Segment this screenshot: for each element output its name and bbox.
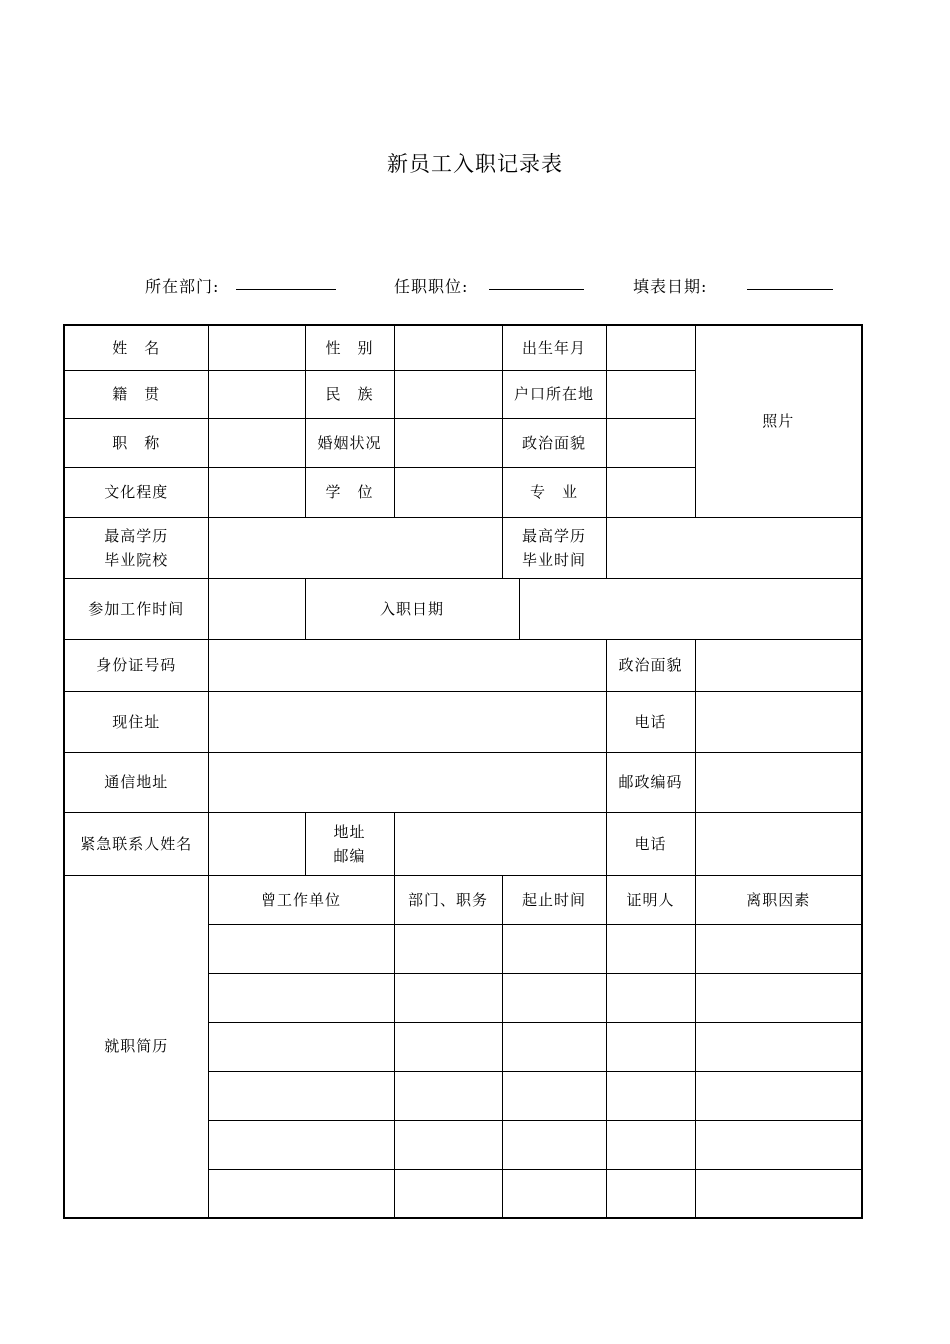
title-rank-label: 职 称 — [64, 418, 208, 467]
mail-address-label: 通信地址 — [64, 752, 208, 812]
entry-date-label: 入职日期 — [305, 578, 519, 639]
entry-record-table — [63, 324, 863, 1219]
political2-label: 政治面貌 — [606, 639, 695, 691]
history-company-cell[interactable] — [208, 1120, 394, 1169]
current-address-label: 现住址 — [64, 691, 208, 752]
fill-date-label: 填表日期: — [633, 277, 708, 296]
history-dept-cell[interactable] — [394, 924, 502, 973]
current-address-field[interactable] — [208, 691, 606, 752]
political-label: 政治面貌 — [502, 418, 606, 467]
major-label: 专 业 — [502, 467, 606, 517]
history-witness-cell[interactable] — [606, 924, 695, 973]
history-dept-cell[interactable] — [394, 1120, 502, 1169]
name-field[interactable] — [208, 325, 305, 370]
photo-box[interactable]: 照片 — [695, 325, 862, 517]
mail-address-field[interactable] — [208, 752, 606, 812]
history-dept-cell[interactable] — [394, 1071, 502, 1120]
history-witness-cell[interactable] — [606, 1169, 695, 1218]
history-period-cell[interactable] — [502, 1022, 606, 1071]
history-company-cell[interactable] — [208, 1022, 394, 1071]
fill-date-field[interactable] — [747, 289, 833, 290]
history-col-dept: 部门、职务 — [394, 875, 502, 924]
history-witness-cell[interactable] — [606, 973, 695, 1022]
phone-label: 电话 — [606, 691, 695, 752]
highest-school-field[interactable] — [208, 517, 502, 578]
phone-field[interactable] — [695, 691, 862, 752]
department-field[interactable] — [236, 289, 336, 290]
work-start-field[interactable] — [208, 578, 305, 639]
ethnicity-label: 民 族 — [305, 370, 394, 418]
emergency-name-label: 紧急联系人姓名 — [64, 812, 208, 875]
history-period-cell[interactable] — [502, 973, 606, 1022]
history-dept-cell[interactable] — [394, 1169, 502, 1218]
political-field[interactable] — [606, 418, 695, 467]
marital-field[interactable] — [394, 418, 502, 467]
addr-postcode-label: 地址 邮编 — [305, 812, 394, 875]
phone2-label: 电话 — [606, 812, 695, 875]
department-label: 所在部门: — [145, 277, 220, 296]
history-col-period: 起止时间 — [502, 875, 606, 924]
history-col-reason: 离职因素 — [695, 875, 862, 924]
id-number-label: 身份证号码 — [64, 639, 208, 691]
position-field[interactable] — [489, 289, 584, 290]
history-label: 就职简历 — [64, 875, 208, 1218]
education-field[interactable] — [208, 467, 305, 517]
history-dept-cell[interactable] — [394, 973, 502, 1022]
position-label: 任职职位: — [394, 277, 469, 296]
history-period-cell[interactable] — [502, 1071, 606, 1120]
history-witness-cell[interactable] — [606, 1120, 695, 1169]
history-period-cell[interactable] — [502, 924, 606, 973]
gender-field[interactable] — [394, 325, 502, 370]
history-company-cell[interactable] — [208, 924, 394, 973]
political2-field[interactable] — [695, 639, 862, 691]
history-witness-cell[interactable] — [606, 1022, 695, 1071]
history-col-witness: 证明人 — [606, 875, 695, 924]
postcode-label: 邮政编码 — [606, 752, 695, 812]
emergency-name-field[interactable] — [208, 812, 305, 875]
gender-label: 性 别 — [305, 325, 394, 370]
history-reason-cell[interactable] — [695, 1022, 862, 1071]
history-reason-cell[interactable] — [695, 1120, 862, 1169]
name-label: 姓 名 — [64, 325, 208, 370]
degree-field[interactable] — [394, 467, 502, 517]
ethnicity-field[interactable] — [394, 370, 502, 418]
history-company-cell[interactable] — [208, 1071, 394, 1120]
hukou-field[interactable] — [606, 370, 695, 418]
history-reason-cell[interactable] — [695, 973, 862, 1022]
history-dept-cell[interactable] — [394, 1022, 502, 1071]
history-company-cell[interactable] — [208, 973, 394, 1022]
marital-label: 婚姻状况 — [305, 418, 394, 467]
history-period-cell[interactable] — [502, 1120, 606, 1169]
history-reason-cell[interactable] — [695, 1169, 862, 1218]
work-start-label: 参加工作时间 — [64, 578, 208, 639]
highest-grad-time-field[interactable] — [606, 517, 862, 578]
major-field[interactable] — [606, 467, 695, 517]
phone2-field[interactable] — [695, 812, 862, 875]
history-reason-cell[interactable] — [695, 924, 862, 973]
id-number-field[interactable] — [208, 639, 606, 691]
title-rank-field[interactable] — [208, 418, 305, 467]
page-title: 新员工入职记录表 — [387, 152, 563, 176]
highest-school-label: 最高学历 毕业院校 — [64, 517, 208, 578]
history-reason-cell[interactable] — [695, 1071, 862, 1120]
addr-postcode-field[interactable] — [394, 812, 606, 875]
birth-label: 出生年月 — [502, 325, 606, 370]
history-witness-cell[interactable] — [606, 1071, 695, 1120]
hukou-label: 户口所在地 — [502, 370, 606, 418]
postcode-field[interactable] — [695, 752, 862, 812]
history-company-cell[interactable] — [208, 1169, 394, 1218]
highest-grad-time-label: 最高学历 毕业时间 — [502, 517, 606, 578]
degree-label: 学 位 — [305, 467, 394, 517]
history-col-company: 曾工作单位 — [208, 875, 394, 924]
history-period-cell[interactable] — [502, 1169, 606, 1218]
native-place-field[interactable] — [208, 370, 305, 418]
entry-date-field[interactable] — [519, 578, 862, 639]
birth-field[interactable] — [606, 325, 695, 370]
education-label: 文化程度 — [64, 467, 208, 517]
native-place-label: 籍 贯 — [64, 370, 208, 418]
